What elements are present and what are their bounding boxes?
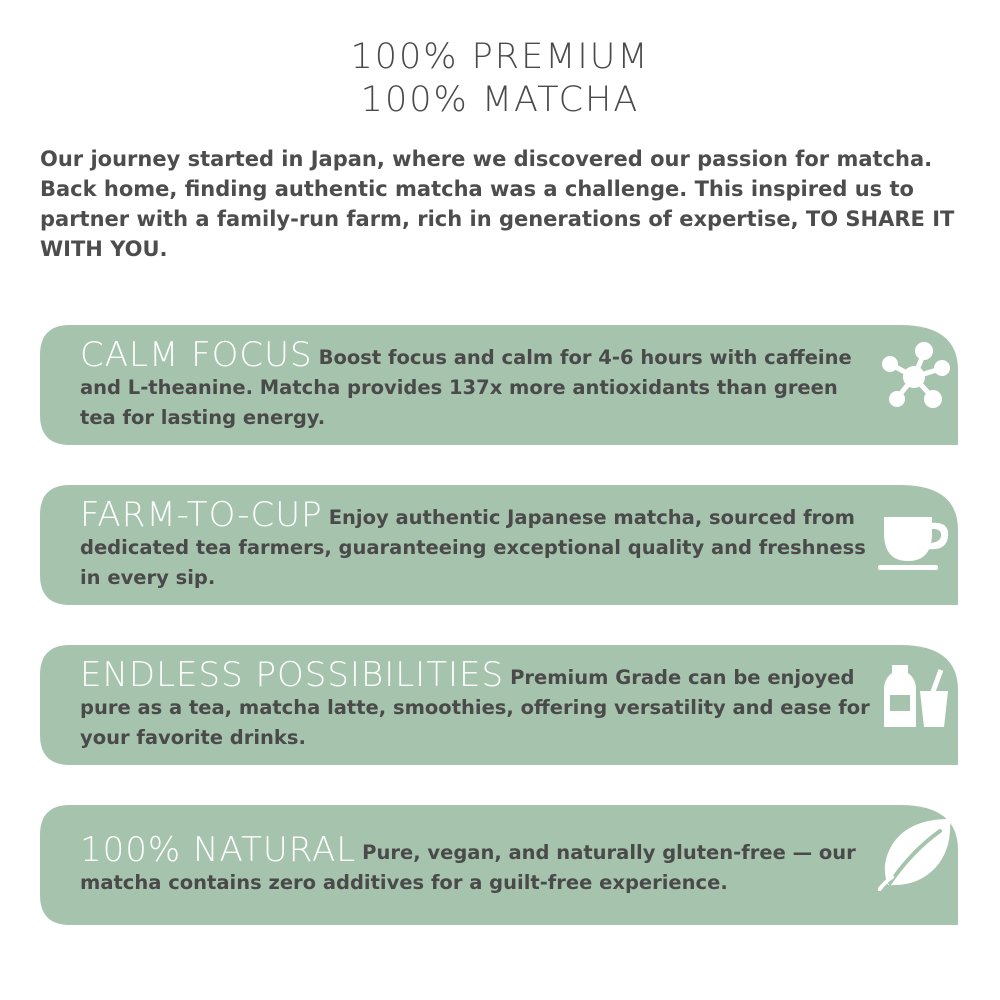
feature-title: FARM-TO-CUP <box>80 495 323 535</box>
feature-title: ENDLESS POSSIBILITIES <box>80 655 505 695</box>
feature-farm-to-cup <box>40 485 958 605</box>
feature-endless-possibilities <box>40 645 958 765</box>
feature-text-block <box>80 830 880 898</box>
feature-100-natural <box>40 805 958 925</box>
drinks-icon <box>878 655 954 731</box>
feature-description: Pure, vegan, and naturally gluten-free — our matcha contains zero additives for a guilt-free experience. <box>80 841 856 894</box>
headline-line-1: 100% PREMIUM <box>350 37 650 77</box>
feature-calm-focus <box>40 325 958 445</box>
molecule-icon <box>878 335 954 411</box>
feature-title: 100% NATURAL <box>80 830 357 870</box>
feature-description: Enjoy authentic Japanese matcha, sourced from dedicated tea farmers, guaranteeing exceptional quality and freshness in every sip. <box>80 506 866 589</box>
cup-icon <box>878 495 954 571</box>
feature-description: Premium Grade can be enjoyed pure as a tea, matcha latte, smoothies, offering versatility and ease for your favorite drinks. <box>80 666 870 749</box>
headline-line-2: 100% MATCHA <box>360 80 640 120</box>
feature-text-block <box>80 335 880 433</box>
headline <box>0 36 1000 122</box>
feature-text-block <box>80 495 880 593</box>
feature-title: CALM FOCUS <box>80 335 313 375</box>
feature-description: Boost focus and calm for 4-6 hours with caffeine and L-theanine. Matcha provides 137x more antioxidants than green tea for lasting energy. <box>80 346 852 429</box>
intro-paragraph: Our journey started in Japan, where we discovered our passion for matcha. Back home, finding authentic matcha was a challenge. This inspired us to partner with a family-run farm, rich in generations of expertise, TO SHARE IT WITH YOU. <box>40 147 955 261</box>
leaf-icon <box>878 815 954 891</box>
feature-text-block <box>80 655 880 753</box>
